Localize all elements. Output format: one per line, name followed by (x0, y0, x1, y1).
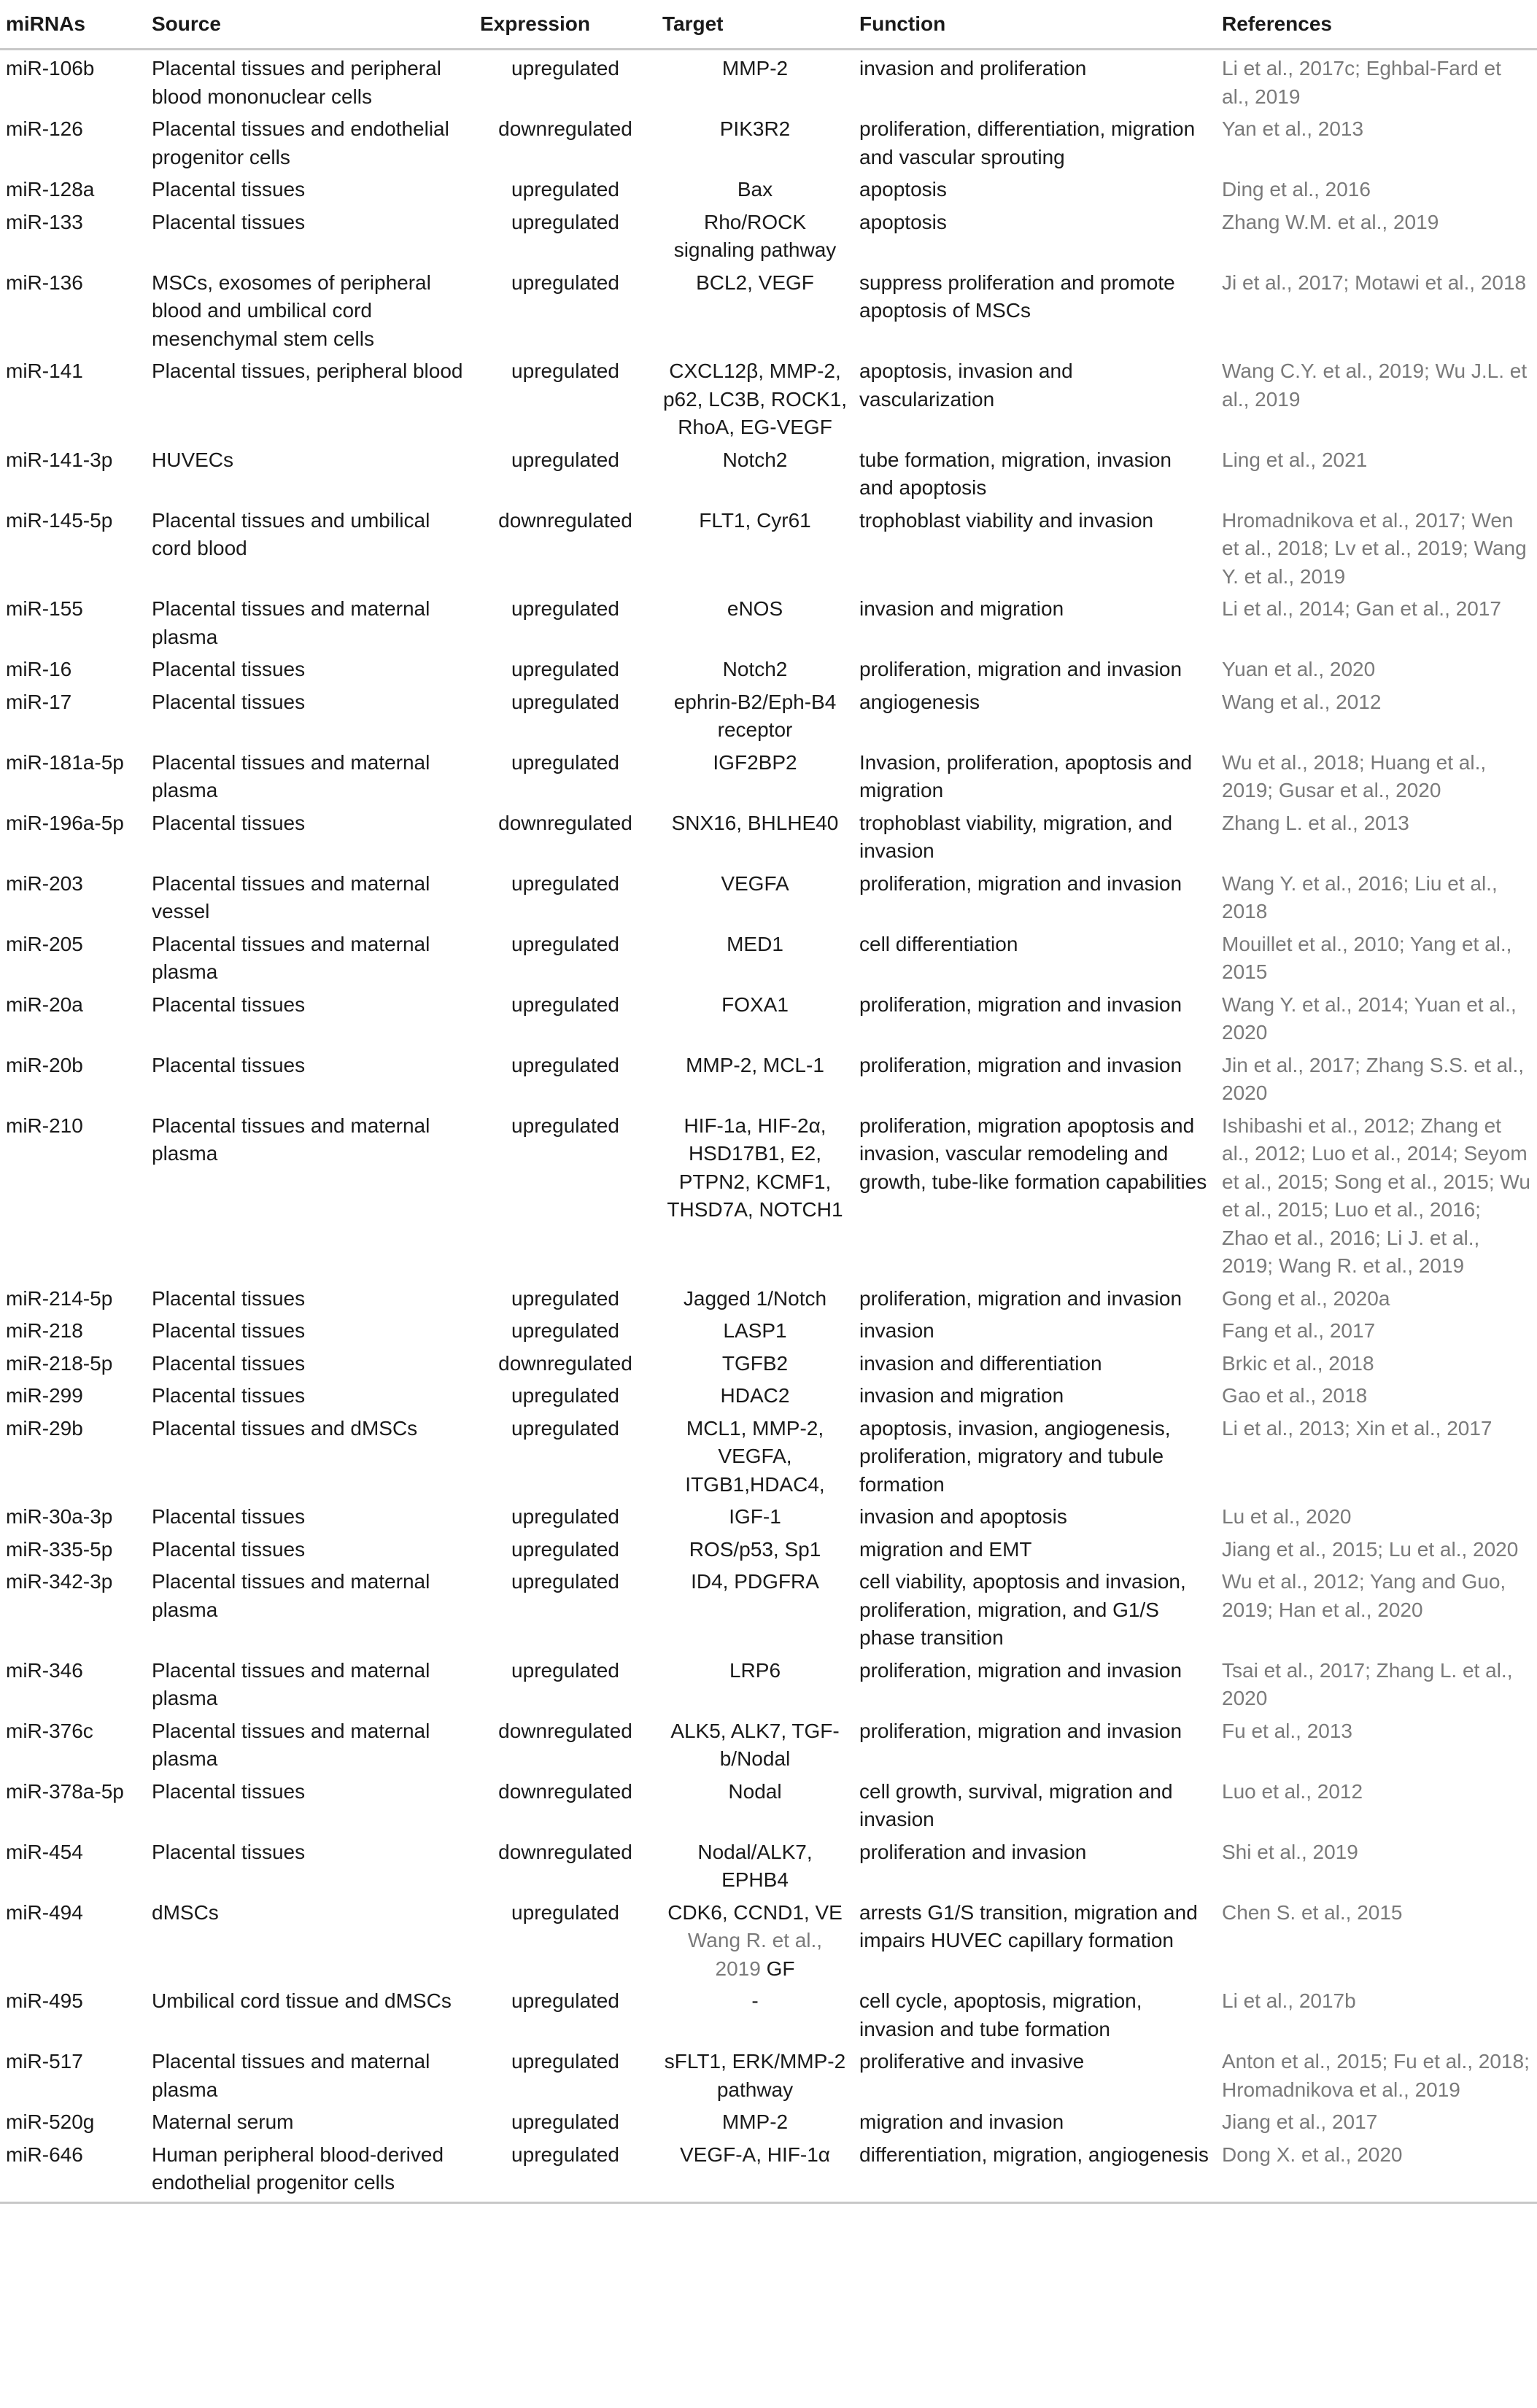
target-cell: Notch2 (722, 448, 788, 471)
expression-cell: upregulated (511, 871, 619, 895)
references-cell: Fang et al., 2017 (1222, 1319, 1376, 1342)
mirna-name: miR-646 (0, 2137, 146, 2203)
table-row (0, 1895, 1537, 1984)
expression-cell: upregulated (511, 360, 619, 382)
table-row (0, 265, 1537, 354)
references-cell: Gong et al., 2020a (1222, 1286, 1390, 1310)
references-cell: Dong X. et al., 2020 (1216, 2137, 1537, 2203)
references-cell: Brkic et al., 2018 (1222, 1351, 1374, 1375)
mirna-name: miR-133 (6, 210, 83, 233)
references-cell: Li et al., 2017b (1222, 1989, 1356, 2012)
references-cell: Anton et al., 2015; Fu et al., 2018; Hromadnikova et al., 2019 (1222, 2050, 1530, 2101)
references-cell: Zhang W.M. et al., 2019 (1222, 210, 1439, 233)
mirna-name: miR-20b (6, 1053, 83, 1076)
function-cell: proliferation, migration and invasion (859, 993, 1182, 1016)
references-cell: Wang Y. et al., 2014; Yuan et al., 2020 (1222, 993, 1517, 1044)
expression-cell: upregulated (511, 1319, 619, 1342)
function-cell: proliferation, migration and invasion (859, 1286, 1182, 1310)
source-cell: Placental tissues and maternal plasma (152, 2050, 430, 2101)
table-row (0, 1713, 1537, 1774)
mirna-name: miR-136 (6, 271, 83, 294)
references-cell: Gao et al., 2018 (1222, 1384, 1368, 1407)
function-cell: cell viability, apoptosis and invasion, proliferation, migration, and G1/S phase transition (859, 1570, 1186, 1649)
target-cell: FLT1, Cyr61 (699, 508, 811, 532)
source-cell: HUVECs (152, 448, 234, 471)
target-cell: sFLT1, ERK/MMP-2 pathway (664, 2050, 846, 2101)
references-cell: Jin et al., 2017; Zhang S.S. et al., 2020 (1222, 1053, 1525, 1104)
function-cell: proliferation, migration and invasion (859, 1658, 1182, 1682)
mirna-name: miR-454 (6, 1840, 83, 1863)
table-row (0, 651, 1537, 684)
table-row (0, 866, 1537, 926)
expression-cell: downregulated (498, 1840, 632, 1863)
expression-cell: upregulated (511, 1053, 619, 1076)
function-cell: proliferation, differentiation, migration and vascular sprouting (859, 117, 1196, 168)
source-cell: dMSCs (152, 1900, 219, 1924)
references-cell: Li et al., 2013; Xin et al., 2017 (1222, 1416, 1493, 1440)
source-cell: Placental tissues and maternal plasma (152, 1570, 430, 1621)
mirna-name: miR-17 (6, 690, 72, 713)
function-cell: proliferation and invasion (859, 1840, 1087, 1863)
function-cell: migration and EMT (859, 1537, 1032, 1561)
target-cell: ROS/p53, Sp1 (689, 1537, 821, 1561)
target-cell: Notch2 (722, 658, 788, 680)
mirna-name: miR-378a-5p (6, 1779, 124, 1803)
references-cell: Fu et al., 2013 (1222, 1719, 1353, 1742)
target-cell: VEGF-A, HIF-1α (657, 2137, 853, 2203)
target-cell: ID4, PDGFRA (691, 1570, 819, 1593)
function-cell: arrests G1/S transition, migration and impairs HUVEC capillary formation (859, 1900, 1198, 1951)
target-cell: MCL1, MMP-2, VEGFA, ITGB1,HDAC4, (685, 1416, 825, 1496)
target-cell: MMP-2 (721, 2110, 789, 2133)
table-row (0, 171, 1537, 204)
target-cell: Nodal (728, 1779, 782, 1803)
expression-cell: upregulated (511, 597, 619, 620)
source-cell: Placental tissues (152, 1779, 306, 1803)
expression-cell: downregulated (498, 811, 632, 834)
references-cell: Li et al., 2017c; Eghbal-Fard et al., 2019 (1222, 57, 1501, 108)
function-cell: invasion and migration (859, 597, 1064, 620)
target-text-tail: GF (760, 1957, 795, 1980)
references-cell: Li et al., 2014; Gan et al., 2017 (1222, 597, 1501, 620)
source-cell: Placental tissues and maternal plasma (152, 1658, 430, 1709)
function-cell: apoptosis (859, 178, 947, 201)
expression-cell: upregulated (511, 210, 619, 233)
function-cell: invasion and proliferation (859, 57, 1087, 79)
function-cell: trophoblast viability and invasion (859, 508, 1154, 532)
mirna-name: miR-520g (6, 2110, 95, 2133)
function-cell: proliferative and invasive (859, 2050, 1085, 2073)
source-cell: Placental tissues and maternal plasma (152, 1719, 430, 1770)
source-cell: Placental tissues and umbilical cord blood (152, 508, 430, 559)
source-cell: Placental tissues (152, 811, 306, 834)
target-cell: PIK3R2 (719, 117, 791, 140)
source-cell: Placental tissues and maternal plasma (152, 750, 430, 801)
function-cell: cell cycle, apoptosis, migration, invasion and tube formation (859, 1989, 1142, 2040)
target-cell: IGF2BP2 (713, 750, 797, 774)
table-row (0, 987, 1537, 1047)
mirna-name: miR-16 (6, 658, 72, 680)
expression-cell: upregulated (474, 2137, 657, 2203)
expression-cell: upregulated (511, 178, 619, 201)
source-cell: Placental tissues (152, 210, 306, 233)
source-cell: Placental tissues and peripheral blood mononuclear cells (152, 57, 441, 108)
mirna-name: miR-203 (6, 871, 83, 895)
table-row (0, 1313, 1537, 1345)
table-row (0, 745, 1537, 805)
expression-cell: upregulated (511, 1900, 619, 1924)
expression-cell: downregulated (498, 1351, 632, 1375)
references-cell: Ji et al., 2017; Motawi et al., 2018 (1222, 271, 1527, 294)
source-cell: Placental tissues, peripheral blood (152, 360, 463, 382)
target-cell: MMP-2, MCL-1 (686, 1053, 824, 1076)
references-cell: Mouillet et al., 2010; Yang et al., 2015 (1222, 932, 1512, 983)
table-header-row (0, 0, 1537, 50)
function-cell: migration and invasion (859, 2110, 1064, 2133)
source-cell: Placental tissues and maternal plasma (152, 932, 430, 983)
mirna-name: miR-218-5p (6, 1351, 113, 1375)
table-row (0, 1345, 1537, 1378)
source-cell: Placental tissues (152, 1053, 306, 1076)
table-body (0, 50, 1537, 2203)
references-cell: Yuan et al., 2020 (1222, 658, 1376, 680)
target-cell: HIF-1a, HIF-2α, HSD17B1, E2, PTPN2, KCMF1, THSD7A, NOTCH1 (667, 1114, 843, 1221)
target-cell: LASP1 (723, 1319, 787, 1342)
source-cell: Human peripheral blood-derived endothelial progenitor cells (146, 2137, 474, 2203)
mirna-name: miR-128a (6, 178, 95, 201)
table-row (0, 50, 1537, 112)
source-cell: Placental tissues (152, 1537, 306, 1561)
mirna-name: miR-342-3p (6, 1570, 113, 1593)
mirna-name: miR-218 (6, 1319, 83, 1342)
target-cell: FOXA1 (721, 993, 789, 1016)
function-cell: proliferation, migration and invasion (859, 658, 1182, 680)
target-cell: CXCL12β, MMP-2, p62, LC3B, ROCK1, RhoA, EG-VEGF (662, 360, 848, 438)
header-target: Target (657, 0, 853, 50)
mirna-name: miR-155 (6, 597, 83, 620)
references-cell: Shi et al., 2019 (1222, 1840, 1358, 1863)
table-row (0, 926, 1537, 987)
references-cell: Lu et al., 2020 (1222, 1505, 1352, 1528)
table-row (0, 502, 1537, 591)
table-row (0, 805, 1537, 866)
source-cell: Placental tissues (152, 1840, 306, 1863)
header-function: Function (853, 0, 1216, 50)
target-cell: Rho/ROCK signaling pathway (673, 210, 837, 261)
mirna-name: miR-517 (6, 2050, 83, 2073)
mirna-name: miR-210 (6, 1114, 83, 1137)
references-cell: Wang Y. et al., 2016; Liu et al., 2018 (1222, 871, 1498, 923)
expression-cell: upregulated (511, 690, 619, 713)
function-cell: Invasion, proliferation, apoptosis and migration (859, 750, 1193, 801)
table-row (0, 353, 1537, 442)
source-cell: Placental tissues and maternal vessel (152, 871, 430, 923)
target-cell: MMP-2 (721, 57, 789, 79)
mirna-name: miR-376c (6, 1719, 93, 1742)
target-cell: MED1 (727, 932, 783, 955)
source-cell: Maternal serum (152, 2110, 294, 2133)
function-cell: cell differentiation (859, 932, 1018, 955)
mirna-name: miR-126 (6, 117, 83, 140)
function-cell: invasion and migration (859, 1384, 1064, 1407)
table-row (0, 1499, 1537, 1531)
function-cell: apoptosis (859, 210, 947, 233)
target-cell: HDAC2 (720, 1384, 790, 1407)
mirna-name: miR-346 (6, 1658, 83, 1682)
table-row (0, 1983, 1537, 2043)
function-cell: invasion and apoptosis (859, 1505, 1067, 1528)
expression-cell: downregulated (498, 1779, 632, 1803)
table-row (0, 591, 1537, 651)
mirna-name: miR-141-3p (6, 448, 113, 471)
function-cell: differentiation, migration, angiogenesis (853, 2137, 1216, 2203)
table-row (0, 1281, 1537, 1313)
function-cell: angiogenesis (859, 690, 980, 713)
references-cell: Yan et al., 2013 (1222, 117, 1364, 140)
references-cell: Ishibashi et al., 2012; Zhang et al., 2012; Luo et al., 2014; Seyom et al., 2015; Song et al., 2015; Wu et al., 2015; Luo et al., 2016; Zhao et al., 2016; Li J. et al., 2019; Wang R. et al., 2019 (1222, 1114, 1530, 1277)
table-row (0, 1047, 1537, 1108)
function-cell: proliferation, migration apoptosis and invasion, vascular remodeling and growth, tube-like formation capabilities (859, 1114, 1207, 1193)
references-cell: Wu et al., 2018; Huang et al., 2019; Gusar et al., 2020 (1222, 750, 1487, 801)
target-cell: Jagged 1/Notch (683, 1286, 827, 1310)
expression-cell: upregulated (511, 1416, 619, 1440)
mirna-name: miR-494 (6, 1900, 83, 1924)
table-row (0, 1108, 1537, 1281)
function-cell: proliferation, migration and invasion (859, 1053, 1182, 1076)
table-row (0, 111, 1537, 171)
function-cell: apoptosis, invasion and vascularization (859, 360, 1073, 411)
target-cell: Bax (737, 178, 773, 201)
expression-cell: downregulated (498, 508, 632, 532)
header-mirnas: miRNAs (0, 0, 146, 50)
source-cell: Placental tissues and maternal plasma (152, 597, 430, 648)
table-row (0, 2043, 1537, 2104)
references-cell: Wang C.Y. et al., 2019; Wu J.L. et al., 2019 (1222, 360, 1528, 411)
target-cell: - (751, 1989, 759, 2012)
source-cell: Placental tissues and dMSCs (152, 1416, 418, 1440)
table-row (0, 1774, 1537, 1834)
table-row (0, 1652, 1537, 1713)
target-cell: IGF-1 (729, 1505, 781, 1528)
target-cell: TGFB2 (721, 1351, 789, 1375)
expression-cell: upregulated (511, 750, 619, 774)
function-cell: invasion and differentiation (859, 1351, 1102, 1375)
expression-cell: upregulated (511, 1286, 619, 1310)
mirna-name: miR-181a-5p (6, 750, 124, 774)
expression-cell: upregulated (511, 2110, 619, 2133)
table-row (0, 1564, 1537, 1652)
header-references: References (1216, 0, 1537, 50)
function-cell: tube formation, migration, invasion and apoptosis (859, 448, 1172, 499)
expression-cell: upregulated (511, 1384, 619, 1407)
references-cell: Jiang et al., 2015; Lu et al., 2020 (1222, 1537, 1519, 1561)
expression-cell: upregulated (511, 1114, 619, 1137)
references-cell: Wu et al., 2012; Yang and Guo, 2019; Han et al., 2020 (1222, 1570, 1506, 1621)
target-cell: ALK5, ALK7, TGF-b/Nodal (670, 1719, 840, 1770)
table-row (0, 1378, 1537, 1410)
references-cell: Hromadnikova et al., 2017; Wen et al., 2018; Lv et al., 2019; Wang Y. et al., 2019 (1222, 508, 1527, 588)
references-cell: Wang et al., 2012 (1222, 690, 1382, 713)
expression-cell: upregulated (511, 1537, 619, 1561)
expression-cell: upregulated (511, 2050, 619, 2073)
mirna-name: miR-196a-5p (6, 811, 124, 834)
source-cell: Placental tissues (152, 993, 306, 1016)
mirna-name: miR-205 (6, 932, 83, 955)
expression-cell: upregulated (511, 1505, 619, 1528)
source-cell: Placental tissues (152, 1286, 306, 1310)
target-cell: ephrin-B2/Eph-B4 receptor (673, 690, 837, 741)
references-cell: Zhang L. et al., 2013 (1222, 811, 1409, 834)
target-cell: Nodal/ALK7, EPHB4 (697, 1840, 813, 1891)
mirna-name: miR-30a-3p (6, 1505, 113, 1528)
table-row (0, 1531, 1537, 1564)
references-cell: Luo et al., 2012 (1222, 1779, 1363, 1803)
source-cell: Placental tissues and endothelial progenitor cells (152, 117, 449, 168)
function-cell: suppress proliferation and promote apoptosis of MSCs (859, 271, 1175, 322)
target-cell: LRP6 (729, 1658, 781, 1682)
target-cell: SNX16, BHLHE40 (671, 811, 839, 834)
expression-cell: upregulated (511, 993, 619, 1016)
source-cell: Placental tissues (152, 178, 306, 201)
mirna-name: miR-299 (6, 1384, 83, 1407)
mirna-name: miR-29b (6, 1416, 83, 1440)
target-cell: BCL2, VEGF (696, 271, 814, 294)
function-cell: proliferation, migration and invasion (859, 871, 1182, 895)
expression-cell: upregulated (511, 1989, 619, 2012)
header-expression: Expression (474, 0, 657, 50)
target-text: CDK6, CCND1, VE (667, 1900, 843, 1924)
references-cell: Jiang et al., 2017 (1222, 2110, 1378, 2133)
expression-cell: upregulated (511, 1570, 619, 1593)
mirna-name: miR-141 (6, 360, 83, 382)
source-cell: Placental tissues (152, 1505, 306, 1528)
mirna-name: miR-335-5p (6, 1537, 113, 1561)
references-cell: Tsai et al., 2017; Zhang L. et al., 2020 (1222, 1658, 1513, 1709)
target-cell: VEGFA (721, 871, 789, 895)
source-cell: Placental tissues (152, 1319, 306, 1342)
expression-cell: upregulated (511, 658, 619, 680)
table-row (0, 684, 1537, 745)
references-cell: Ling et al., 2021 (1222, 448, 1368, 471)
table-row (0, 204, 1537, 265)
source-cell: Placental tissues and maternal plasma (152, 1114, 430, 1165)
source-cell: Placental tissues (152, 1351, 306, 1375)
function-cell: cell growth, survival, migration and invasion (859, 1779, 1173, 1830)
source-cell: Placental tissues (152, 1384, 306, 1407)
target-inline-reference: Wang R. et al., 2019 (687, 1929, 823, 1980)
function-cell: invasion (859, 1319, 934, 1342)
expression-cell: downregulated (498, 1719, 632, 1742)
function-cell: trophoblast viability, migration, and invasion (859, 811, 1173, 862)
source-cell: MSCs, exosomes of peripheral blood and umbilical cord mesenchymal stem cells (152, 271, 431, 350)
mirna-name: miR-20a (6, 993, 83, 1016)
mirna-name: miR-106b (6, 57, 95, 79)
expression-cell: downregulated (498, 117, 632, 140)
references-cell: Ding et al., 2016 (1222, 178, 1371, 201)
mirna-name: miR-145-5p (6, 508, 113, 532)
source-cell: Placental tissues (152, 658, 306, 680)
target-cell: eNOS (727, 597, 783, 620)
mirna-name: miR-214-5p (6, 1286, 113, 1310)
table-row (0, 2104, 1537, 2137)
source-cell: Placental tissues (152, 690, 306, 713)
table-row (0, 2137, 1537, 2203)
target-cell (657, 1895, 853, 1984)
header-source: Source (146, 0, 474, 50)
mirna-name: miR-495 (6, 1989, 83, 2012)
expression-cell: upregulated (511, 271, 619, 294)
function-cell: proliferation, migration and invasion (859, 1719, 1182, 1742)
expression-cell: upregulated (511, 1658, 619, 1682)
expression-cell: upregulated (511, 932, 619, 955)
table-row (0, 1410, 1537, 1499)
function-cell: apoptosis, invasion, angiogenesis, proliferation, migratory and tubule formation (859, 1416, 1171, 1496)
references-cell: Chen S. et al., 2015 (1222, 1900, 1403, 1924)
expression-cell: upregulated (511, 57, 619, 79)
expression-cell: upregulated (511, 448, 619, 471)
table-row (0, 1834, 1537, 1895)
source-cell: Umbilical cord tissue and dMSCs (152, 1989, 452, 2012)
table-row (0, 442, 1537, 502)
